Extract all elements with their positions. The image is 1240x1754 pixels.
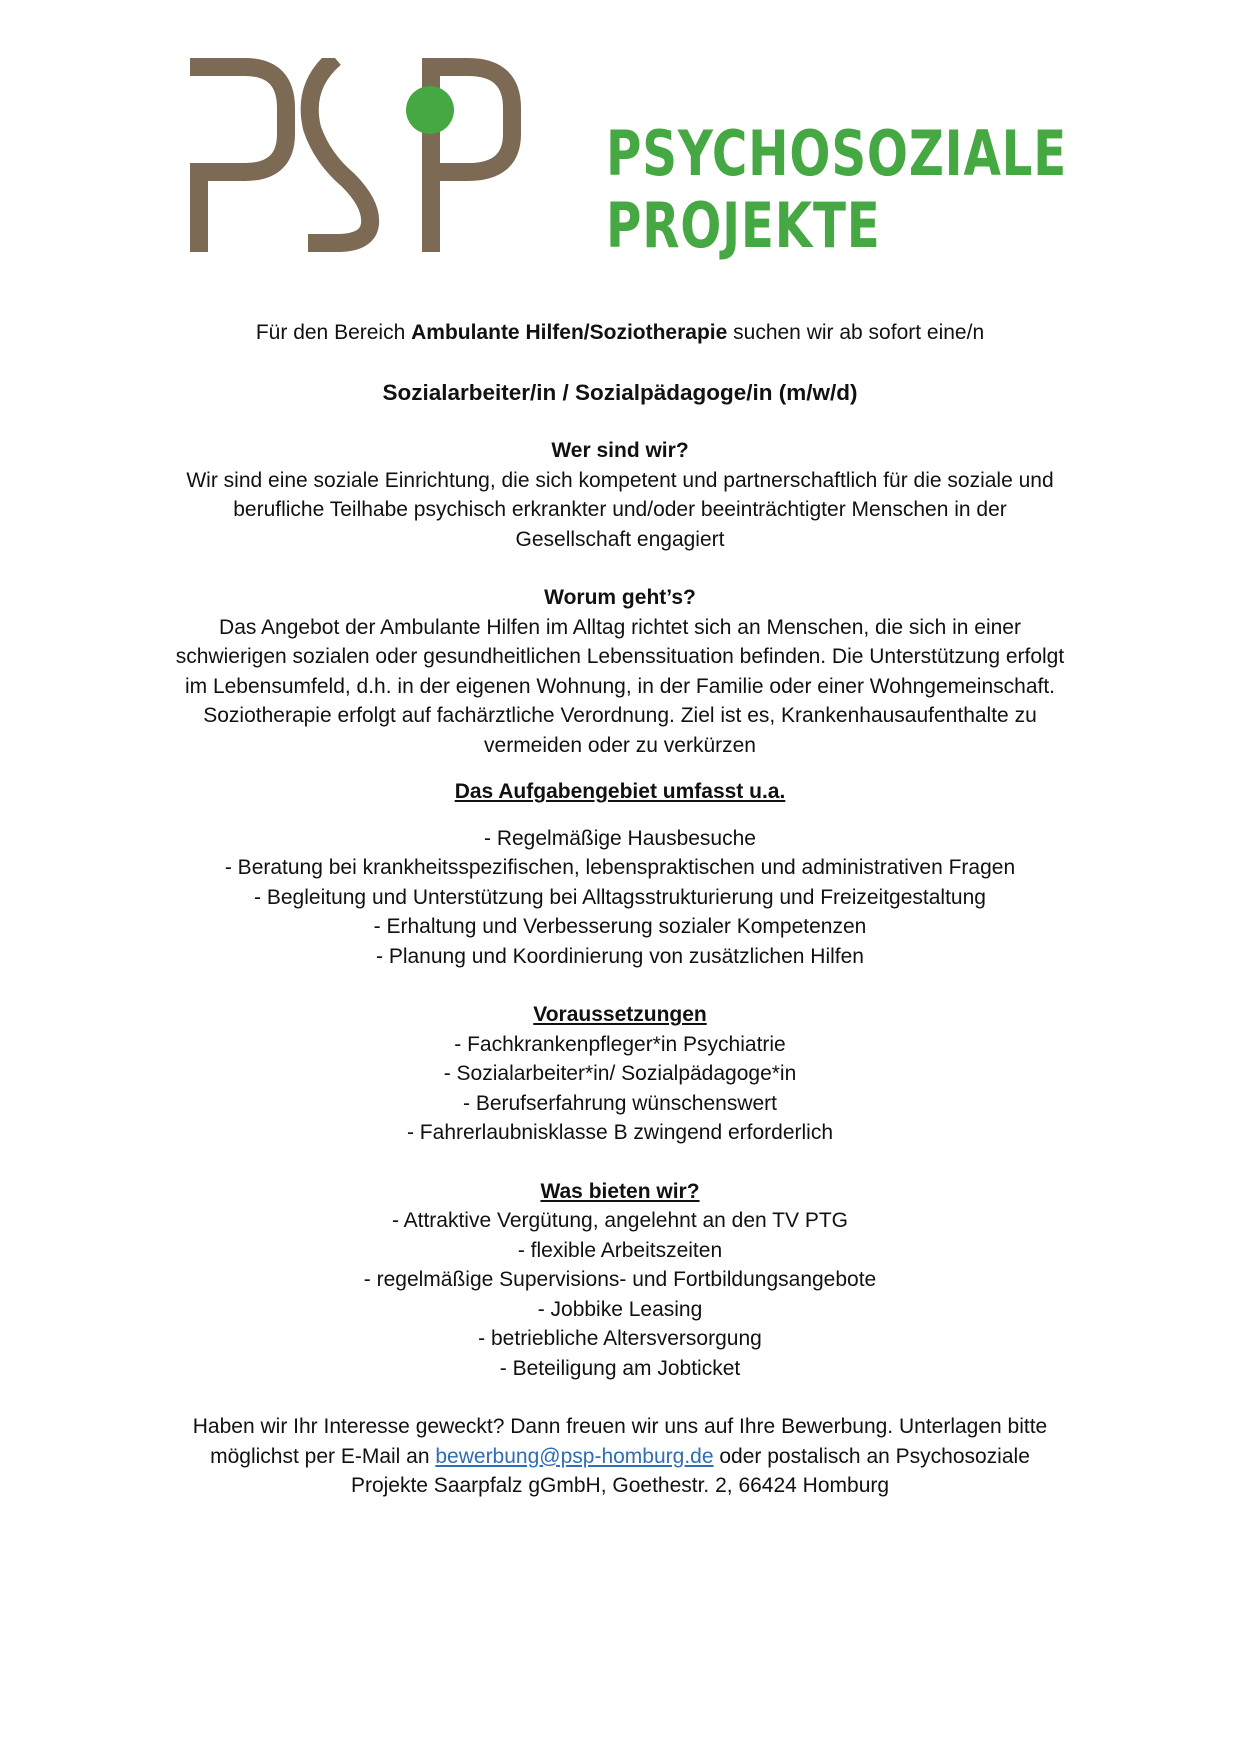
- requirement-item: - Fahrerlaubnisklasse B zwingend erforderlich: [406, 1121, 834, 1144]
- requirement-item: - Berufserfahrung wünschenswert: [463, 1091, 777, 1115]
- offer-item: - Attraktive Vergütung, angelehnt an den TV PTG: [391, 1209, 849, 1232]
- job-title: Sozialarbeiter/in / Sozialpädagoge/in (m/w/d): [382, 379, 858, 405]
- about-line: schwierigen sozialen oder gesundheitlichen Lebenssituation befinden. Die Unterstützung erfolgt: [175, 645, 1065, 668]
- about-line: Soziotherapie erfolgt auf fachärztliche Verordnung. Ziel ist es, Krankenhausaufenthalte zu: [203, 704, 1037, 727]
- who-heading: Wer sind wir?: [551, 439, 689, 462]
- task-item: - Regelmäßige Hausbesuche: [484, 826, 756, 850]
- closing-line-1: Haben wir Ihr Interesse geweckt? Dann freuen wir uns auf Ihre Bewerbung. Unterlagen bitte: [192, 1415, 1048, 1438]
- brand-wordmark: [606, 118, 1067, 262]
- job-posting: [150, 318, 1090, 1501]
- logo-letter-s: [308, 58, 370, 243]
- psp-logo: [190, 58, 530, 252]
- intro-prefix: Für den Bereich: [255, 321, 412, 344]
- offer-item: - flexible Arbeitszeiten: [517, 1238, 723, 1262]
- brand-line-2: PROJEKTE: [606, 189, 881, 262]
- who-line: Wir sind eine soziale Einrichtung, die sich kompetent und partnerschaftlich für die soziale und: [186, 468, 1054, 492]
- closing-line-3: Projekte Saarpfalz gGmbH, Goethestr. 2, 66424 Homburg: [350, 1474, 890, 1497]
- email-link[interactable]: bewerbung@psp-homburg.de: [435, 1444, 714, 1468]
- closing-line-2-suffix: oder postalisch an Psychosoziale: [713, 1444, 1030, 1468]
- requirements-heading: Voraussetzungen: [533, 1003, 707, 1026]
- requirement-item: - Sozialarbeiter*in/ Sozialpädagoge*in: [443, 1062, 797, 1085]
- about-line: Das Angebot der Ambulante Hilfen im Alltag richtet sich an Menschen, die sich in einer: [219, 615, 1021, 639]
- who-line: berufliche Teilhabe psychisch erkrankter und/oder beeinträchtigter Menschen in der: [233, 498, 1007, 521]
- offer-item: - Beteiligung am Jobticket: [499, 1356, 741, 1380]
- brand-line-1: PSYCHOSOZIALE: [606, 117, 1068, 190]
- task-item: - Begleitung und Unterstützung bei Alltagsstrukturierung und Freizeitgestaltung: [254, 885, 986, 909]
- about-line: im Lebensumfeld, d.h. in der eigenen Wohnung, in der Familie oder einer Wohngemeinschaft.: [184, 674, 1056, 698]
- offer-item: - betriebliche Altersversorgung: [478, 1327, 762, 1350]
- intro-suffix: suchen wir ab sofort eine/n: [727, 321, 985, 344]
- task-item: - Erhaltung und Verbesserung sozialer Kompetenzen: [373, 915, 867, 938]
- intro-area: Ambulante Hilfen/Soziotherapie: [411, 321, 728, 344]
- task-item: - Beratung bei krankheitsspezifischen, lebenspraktischen und administrativen Fragen: [224, 856, 1016, 879]
- closing-line-2-prefix: möglichst per E-Mail an: [210, 1444, 436, 1468]
- about-line: vermeiden oder zu verkürzen: [484, 733, 756, 757]
- about-heading: Worum geht’s?: [544, 586, 696, 609]
- logo-green-dot: [406, 86, 454, 134]
- offer-heading: Was bieten wir?: [540, 1179, 700, 1203]
- closing-line-2: [150, 1442, 1090, 1472]
- task-item: - Planung und Koordinierung von zusätzlichen Hilfen: [376, 944, 864, 968]
- offer-item: - regelmäßige Supervisions- und Fortbildungsangebote: [363, 1268, 877, 1291]
- requirement-item: - Fachkrankenpfleger*in Psychiatrie: [454, 1032, 786, 1056]
- who-line: Gesellschaft engagiert: [515, 527, 725, 551]
- logo-letter-p1: [190, 67, 286, 172]
- tasks-heading: Das Aufgabengebiet umfasst u.a.: [454, 780, 786, 803]
- intro-line: [150, 318, 1090, 348]
- offer-item: - Jobbike Leasing: [537, 1297, 703, 1321]
